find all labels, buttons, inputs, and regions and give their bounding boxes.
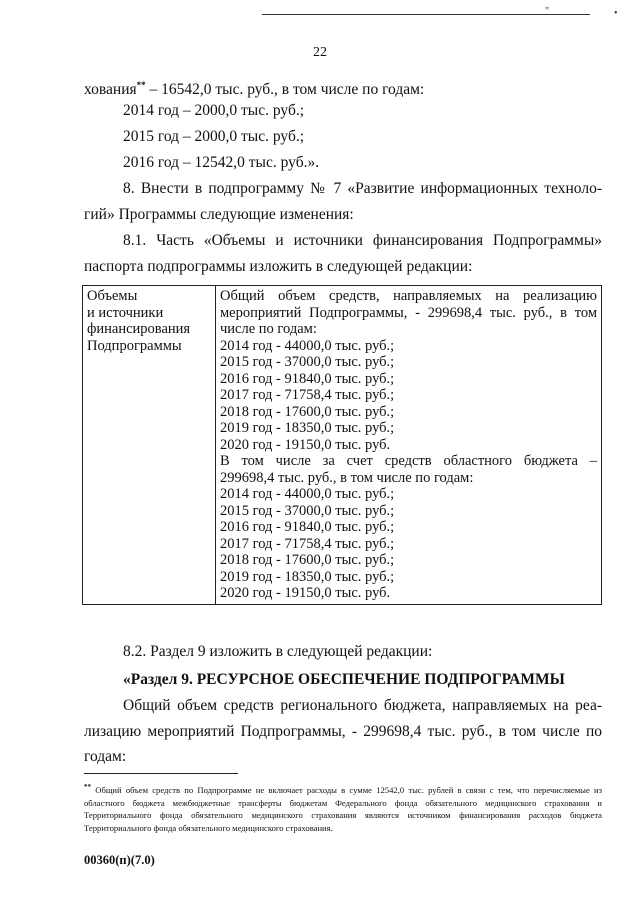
label-cell bbox=[83, 286, 216, 605]
year-regional-line: 2016 год - 91840,0 тыс. руб.; bbox=[220, 519, 395, 535]
paragraph-8-1-line1: 8.1. Часть «Объемы и источники финансирования Подпрограммы» bbox=[123, 232, 602, 249]
document-code: 00360(п)(7.0) bbox=[84, 853, 155, 867]
year-regional-line: 2015 год - 37000,0 тыс. руб.; bbox=[220, 502, 395, 519]
label-line: финансирования bbox=[87, 321, 191, 337]
year-line-2015: 2015 год – 2000,0 тыс. руб.; bbox=[123, 128, 305, 145]
scan-mark-right: • bbox=[614, 8, 618, 19]
year-total-line: 2020 год - 19150,0 тыс. руб. bbox=[220, 436, 391, 453]
value-cell bbox=[216, 286, 602, 605]
line-continuation-prefix: хования bbox=[84, 81, 137, 98]
regional-intro-line: 299698,4 тыс. руб., в том числе по годам: bbox=[220, 469, 474, 486]
year-regional-line: 2017 год - 71758,4 тыс. руб.; bbox=[220, 535, 395, 552]
label-line: Подпрограммы bbox=[87, 337, 182, 354]
year-regional-line: 2020 год - 19150,0 тыс. руб. bbox=[220, 585, 391, 601]
page-number: 22 bbox=[313, 45, 327, 60]
year-total-line: 2016 год - 91840,0 тыс. руб.; bbox=[220, 370, 395, 387]
year-total-line: 2014 год - 44000,0 тыс. руб.; bbox=[220, 337, 395, 354]
footnote-text: Общий объем средств по Подпрограмме не включает расходы в сумме 12542,0 тыс. рублей в связи с тем, что перечисляемые из областного бюджета межбюджетные трансферты бюджетам Федерального фонда обязательного медицинского страхования и Территориального фонда обязательного медицинского страхования являются источником финансирования расходов бюджета Территориального фонда обязательного медицинского страхования. bbox=[84, 785, 602, 833]
year-regional-line: 2019 год - 18350,0 тыс. руб.; bbox=[220, 568, 395, 585]
table-row bbox=[83, 286, 602, 605]
header-rule bbox=[262, 14, 590, 15]
year-line-2016: 2016 год – 12542,0 тыс. руб.». bbox=[123, 154, 320, 171]
section-heading: «Раздел 9. РЕСУРСНОЕ ОБЕСПЕЧЕНИЕ ПОДПРОГРАММЫ bbox=[123, 671, 565, 688]
label-line: и источники bbox=[87, 304, 164, 321]
footnote bbox=[84, 781, 602, 834]
intro-line: Общий объем средств, направляемых на реализацию bbox=[220, 288, 597, 304]
section-body-line2: лизацию мероприятий Подпрограммы, - 299698,4 тыс. руб., в том числе по bbox=[84, 723, 602, 740]
footnote-marker: ** bbox=[84, 783, 91, 791]
label-line: Объемы bbox=[87, 288, 138, 304]
paragraph-8-1-line2: паспорта подпрограммы изложить в следующей редакции: bbox=[84, 258, 473, 275]
year-regional-line: 2018 год - 17600,0 тыс. руб.; bbox=[220, 552, 395, 568]
paragraph-8-line1: 8. Внести в подпрограмму № 7 «Развитие информационных техноло- bbox=[123, 180, 602, 197]
line-continuation-rest: – 16542,0 тыс. руб., в том числе по годам: bbox=[145, 81, 425, 98]
year-total-line: 2015 год - 37000,0 тыс. руб.; bbox=[220, 354, 395, 370]
footnote-rule bbox=[84, 773, 238, 774]
year-regional-line: 2014 год - 44000,0 тыс. руб.; bbox=[220, 486, 395, 502]
year-total-line: 2018 год - 17600,0 тыс. руб.; bbox=[220, 403, 395, 420]
footnote-ref: ** bbox=[136, 80, 146, 90]
section-body-line3: годам: bbox=[84, 748, 127, 765]
year-total-line: 2019 год - 18350,0 тыс. руб.; bbox=[220, 420, 395, 436]
intro-line: мероприятий Подпрограммы, - 299698,4 тыс. руб., в том bbox=[220, 304, 597, 321]
year-total-line: 2017 год - 71758,4 тыс. руб.; bbox=[220, 387, 395, 403]
intro-line: числе по годам: bbox=[220, 321, 317, 337]
year-line-2014: 2014 год – 2000,0 тыс. руб.; bbox=[123, 102, 305, 119]
passport-table bbox=[82, 285, 602, 605]
section-body-line1: Общий объем средств регионального бюджета, направляемых на реа- bbox=[123, 697, 602, 714]
paragraph-8-2: 8.2. Раздел 9 изложить в следующей редакции: bbox=[123, 643, 433, 660]
scan-mark-left: " bbox=[545, 6, 550, 17]
paragraph-8-line2: гий» Программы следующие изменения: bbox=[84, 206, 354, 223]
regional-intro-line: В том числе за счет средств областного бюджета – bbox=[220, 453, 597, 469]
